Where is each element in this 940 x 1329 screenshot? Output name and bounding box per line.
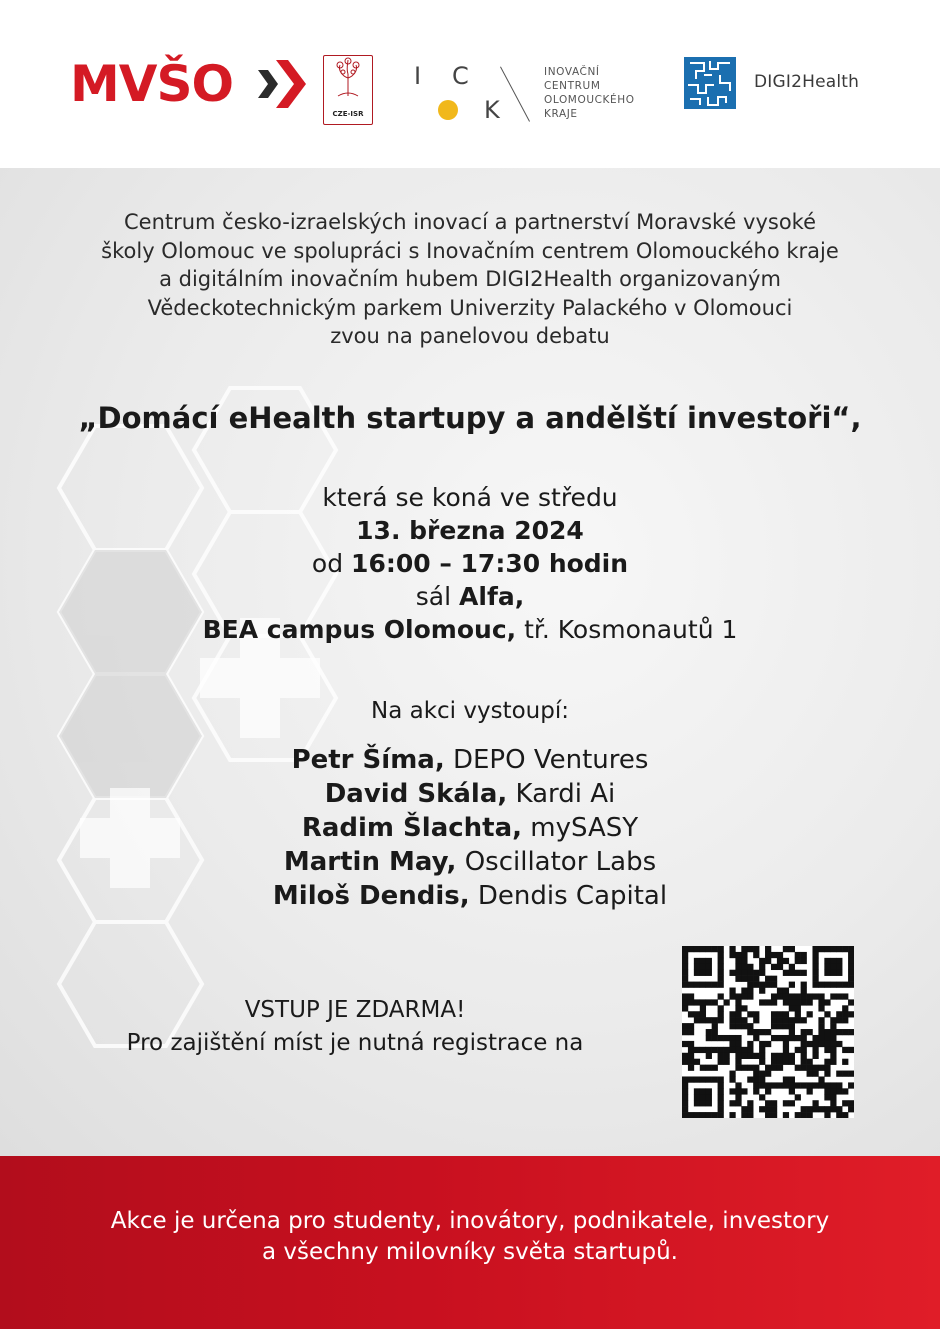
- digi2health-icon: [684, 57, 736, 109]
- ick-letter-c: C: [452, 62, 469, 90]
- speaker-item: [0, 777, 940, 811]
- speaker-name: Petr Šíma,: [291, 745, 445, 775]
- cze-isr-seal: [323, 55, 373, 125]
- intro-line: Centrum česko-izraelských inovací a partnerství Moravské vysoké: [123, 210, 816, 234]
- ick-logo: [408, 62, 648, 132]
- speaker-name: Radim Šlachta,: [301, 813, 523, 843]
- intro-line: Vědeckotechnickým parkem Univerzity Palackého v Olomouci: [147, 295, 793, 320]
- main-content: [0, 168, 940, 1156]
- event-details: [0, 481, 940, 646]
- speaker-org: mySASY: [530, 813, 639, 843]
- speaker-name: Martin May,: [283, 847, 457, 877]
- speaker-name: Miloš Dendis,: [272, 881, 470, 911]
- event-time: 16:00 – 17:30 hodin: [351, 549, 629, 578]
- intro-line: zvou na panelovou debatu: [330, 324, 610, 348]
- digi2health-label: DIGI2Health: [754, 72, 860, 92]
- speaker-org: Oscillator Labs: [464, 847, 657, 877]
- mvso-logo: MVŠO: [70, 55, 233, 113]
- seal-label: CZE-ISR: [332, 110, 364, 118]
- footer-line: a všechny milovníky světa startupů.: [262, 1239, 678, 1265]
- ick-letter-i: I: [414, 62, 422, 90]
- ick-text: INOVAČNÍ CENTRUM OLOMOUCKÉHO KRAJE: [544, 66, 635, 120]
- speakers-list: [0, 743, 940, 913]
- tree-icon: [324, 56, 372, 102]
- intro-text: [0, 208, 940, 351]
- registration-text: [40, 994, 670, 1060]
- speaker-org: Kardi Ai: [515, 779, 616, 809]
- yellow-dot-icon: [438, 100, 458, 120]
- speaker-org: DEPO Ventures: [452, 745, 649, 775]
- speaker-org: Dendis Capital: [477, 881, 668, 911]
- event-room: Alfa,: [459, 582, 525, 611]
- speaker-item: [0, 879, 940, 913]
- event-title: „Domácí eHealth startupy a andělští investoři“,: [78, 401, 862, 435]
- qr-code-icon[interactable]: [682, 946, 854, 1118]
- event-address: tř. Kosmonautů 1: [524, 615, 738, 644]
- speaker-item: [0, 743, 940, 777]
- footer-banner: [0, 1156, 940, 1329]
- intro-line: školy Olomouc ve spolupráci s Inovačním centrem Olomouckého kraje: [101, 238, 839, 263]
- footer-text: [0, 1206, 940, 1268]
- room-prefix: sál: [415, 582, 452, 611]
- free-entry: VSTUP JE ZDARMA!: [244, 997, 466, 1023]
- speaker-item: [0, 845, 940, 879]
- ick-letter-k: K: [484, 96, 500, 124]
- chevron-arrows-icon: [256, 58, 308, 110]
- event-date: 13. března 2024: [356, 516, 584, 545]
- header: [0, 0, 940, 168]
- speaker-name: David Skála,: [324, 779, 508, 809]
- speakers-heading: Na akci vystoupí:: [371, 698, 569, 724]
- event-day: která se koná ve středu: [322, 483, 618, 512]
- registration-note: Pro zajištění míst je nutná registrace na: [126, 1030, 584, 1056]
- divider-slash: [500, 67, 530, 122]
- speaker-item: [0, 811, 940, 845]
- event-venue: BEA campus Olomouc,: [202, 615, 517, 644]
- footer-line: Akce je určena pro studenty, inovátory, podnikatele, investory: [110, 1208, 830, 1234]
- time-prefix: od: [311, 549, 344, 578]
- intro-line: a digitálním inovačním hubem DIGI2Health organizovaným: [159, 267, 781, 291]
